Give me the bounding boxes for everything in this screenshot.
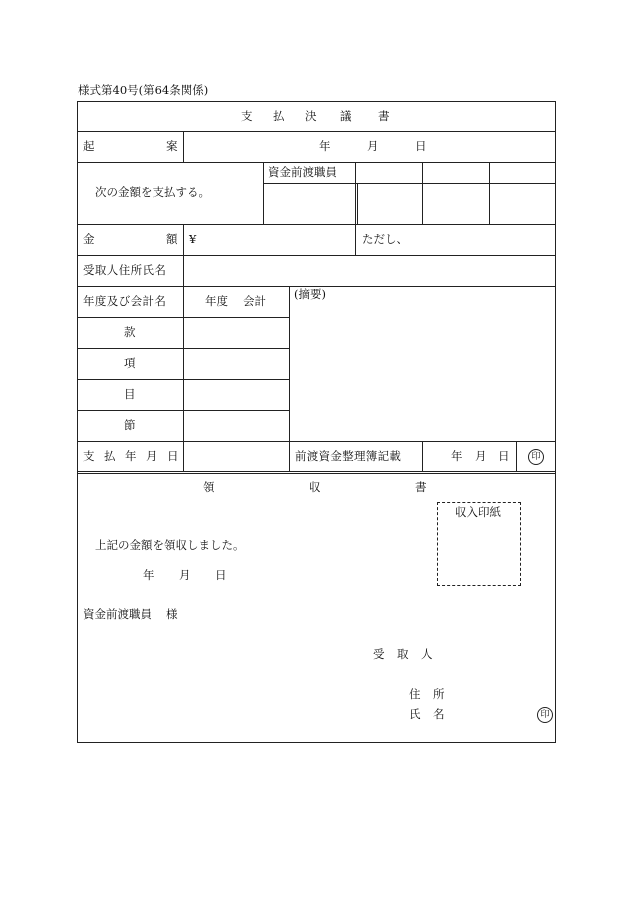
title-char-3: 決	[305, 109, 317, 123]
ledger-seal-icon: 印	[528, 449, 544, 465]
col-amount-proviso	[355, 224, 356, 255]
recipient-char-2: 取	[397, 647, 409, 661]
col-ledger-seal	[516, 441, 517, 472]
frame-bottom	[77, 742, 556, 743]
col-staff-1b	[357, 183, 358, 224]
revenue-stamp-label: 収入印紙	[455, 505, 501, 519]
receipt-day: 日	[215, 568, 227, 582]
summary-label: (摘要)	[294, 287, 326, 301]
amount-label-1: 金	[83, 232, 95, 246]
pay-statement: 次の金額を支払する。	[95, 185, 210, 199]
kian-label-2: 案	[166, 139, 178, 153]
budget-kan: 款	[124, 325, 136, 339]
name-char-2: 名	[433, 707, 445, 721]
rule-receipt-sep-1	[77, 471, 556, 472]
kian-month: 月	[367, 139, 379, 153]
form-id: 様式第40号(第64条関係)	[78, 83, 209, 97]
ledger-month: 月	[475, 449, 487, 463]
receipt-honorific: 様	[166, 607, 178, 621]
col-label-kian	[183, 131, 184, 162]
budget-setsu: 節	[124, 418, 136, 432]
title-char-5: 書	[378, 109, 390, 123]
rule-after-staff	[77, 224, 556, 225]
receipt-month: 月	[179, 568, 191, 582]
rule-after-title	[77, 131, 556, 132]
amount-label-2: 額	[166, 232, 178, 246]
recipient-char-3: 人	[421, 647, 433, 661]
name-char-1: 氏	[409, 707, 421, 721]
col-ledger-label	[422, 441, 423, 472]
payee-label: 受取人住所氏名	[83, 263, 167, 277]
frame-top	[77, 101, 556, 102]
fiscal-account: 会計	[243, 294, 266, 308]
recipient-seal-icon: 印	[537, 707, 553, 723]
rule-after-kian	[77, 162, 556, 163]
receipt-title-char-2: 収	[309, 480, 321, 494]
address-char-2: 所	[433, 687, 445, 701]
ledger-day: 日	[498, 449, 510, 463]
receipt-title-char-3: 書	[415, 480, 427, 494]
receipt-year: 年	[143, 568, 155, 582]
receipt-statement: 上記の金額を領収しました。	[95, 538, 245, 552]
frame-left	[77, 101, 78, 743]
recipient-char-1: 受	[373, 647, 385, 661]
address-char-1: 住	[409, 687, 421, 701]
yen-sign: ¥	[189, 232, 197, 246]
fiscal-label: 年度及び会計名	[83, 294, 167, 308]
fiscal-year: 年度	[205, 294, 228, 308]
payment-date-char-3: 年	[125, 449, 137, 463]
kian-label-1: 起	[83, 139, 95, 153]
rule-receipt-sep-2	[77, 473, 556, 474]
title-char-4: 議	[340, 109, 352, 123]
budget-moku: 目	[124, 387, 136, 401]
payment-date-char-2: 払	[104, 449, 116, 463]
rule-staff-header	[263, 183, 556, 184]
col-staff-2	[422, 162, 423, 224]
ledger-label: 前渡資金整理簿記載	[295, 449, 402, 463]
advance-staff-label: 資金前渡職員	[268, 165, 337, 179]
payment-date-char-4: 月	[146, 449, 158, 463]
col-budget-label	[183, 286, 184, 472]
payment-date-char-5: 日	[167, 449, 179, 463]
ledger-year: 年	[451, 449, 463, 463]
kian-day: 日	[415, 139, 427, 153]
receipt-title-char-1: 領	[203, 480, 215, 494]
title-char-2: 払	[273, 109, 285, 123]
kian-year: 年	[319, 139, 331, 153]
receipt-addressee: 資金前渡職員	[83, 607, 152, 621]
col-summary-left	[289, 286, 290, 472]
col-staff-3	[489, 162, 490, 224]
rule-after-amount	[77, 255, 556, 256]
col-amount-label	[183, 224, 184, 286]
title-char-1: 支	[241, 109, 253, 123]
budget-kou: 項	[124, 356, 136, 370]
col-staff-1	[355, 162, 356, 224]
payment-date-char-1: 支	[83, 449, 95, 463]
rule-setsu	[77, 441, 556, 442]
frame-right	[555, 101, 556, 743]
col-staff-left	[263, 162, 264, 224]
proviso-label: ただし、	[362, 232, 408, 246]
